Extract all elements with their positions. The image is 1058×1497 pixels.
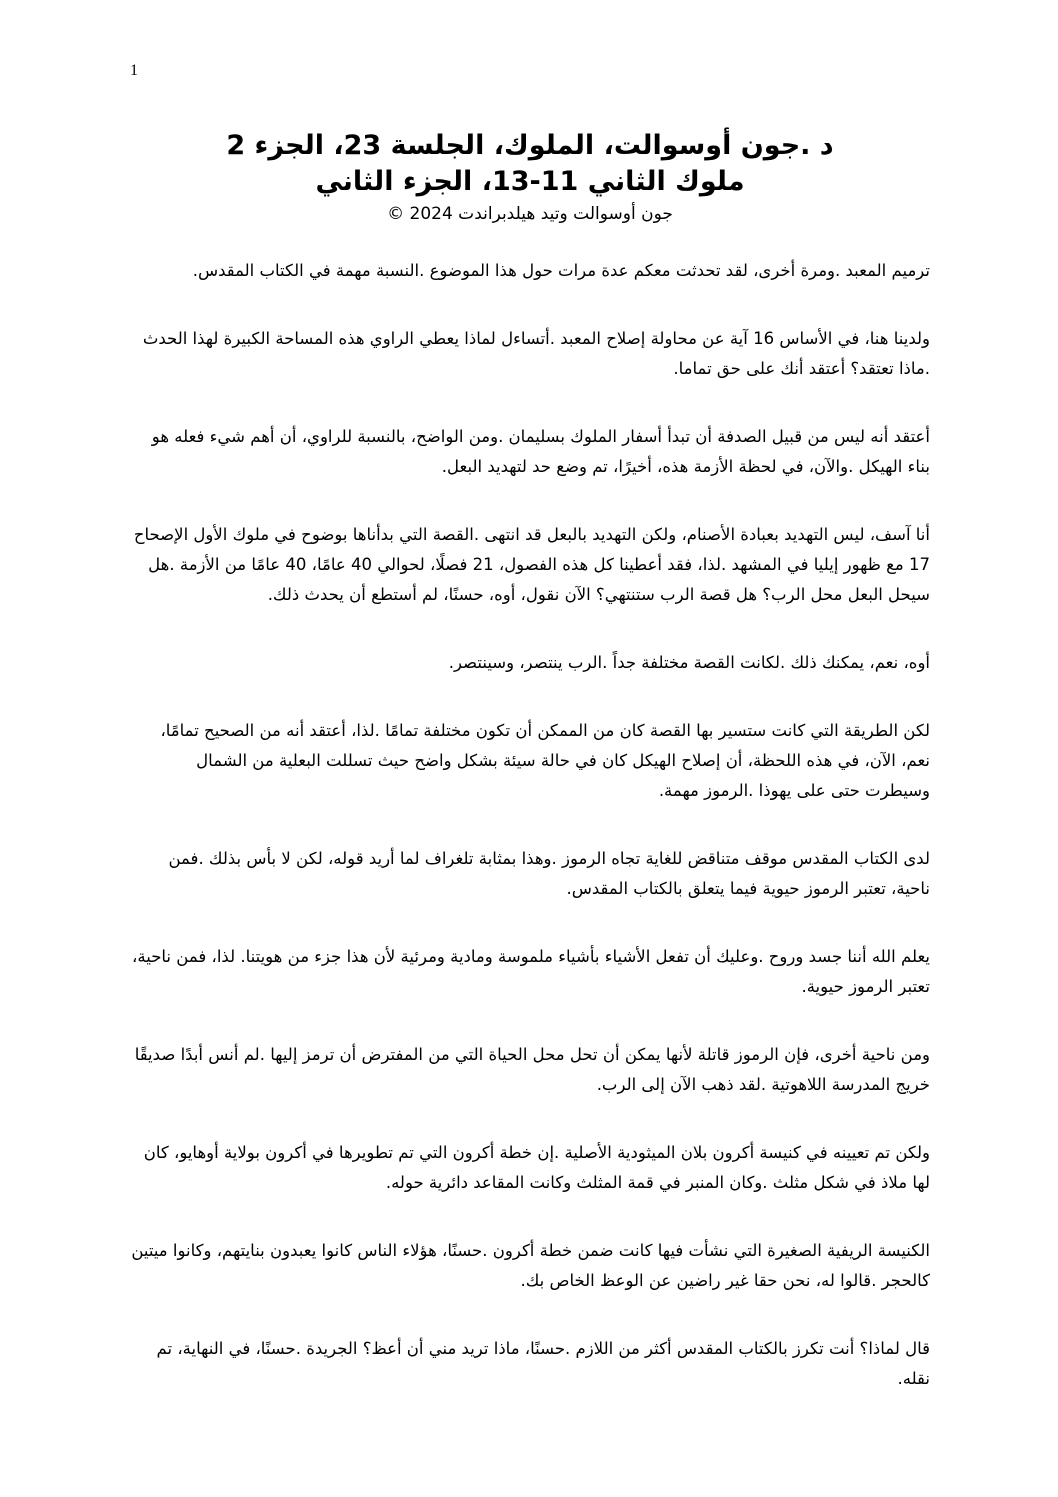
document-header [130,128,930,226]
document-title: د .جون أوسوالت، الملوك، الجلسة 23، الجزء 2 [226,130,834,161]
paragraph-12: قال لماذا؟ أنت تكرز بالكتاب المقدس أكثر من اللازم .حسنًا، ماذا تريد مني أن أعظ؟ الجريدة .حسنًا، في النهاية، تم نقله. [156,1339,930,1388]
paragraph-2: ولدينا هنا، في الأساس 16 آية عن محاولة إصلاح المعبد .أتساءل لماذا يعطي الراوي هذه المساحة الكبيرة لهذا الحدث .ماذا تعتقد؟ أعتقد أنك على حق تماما. [142,329,930,378]
paragraph-1: ترميم المعبد .ومرة أخرى، لقد تحدثت معكم عدة مرات حول هذا الموضوع .النسبة مهمة في الكتاب المقدس. [192,261,930,280]
paragraph-7: لدى الكتاب المقدس موقف متناقض للغاية تجاه الرموز .وهذا بمثابة تلغراف لما أريد قوله، لكن لا بأس بذلك .فمن ناحية، تعتبر الرموز حيوية فيما يتعلق بالكتاب المقدس. [168,849,930,898]
document-subtitle: ملوك الثاني 11-13، الجزء الثاني [315,166,745,197]
paragraph-10: ولكن تم تعيينه في كنيسة أكرون بلان الميثودية الأصلية .إن خطة أكرون التي تم تطويرها في أكرون بولاية أوهايو، كان لها ملاذ في شكل مثلث .وكان المنبر في قمة المثلث وكانت المقاعد دائرية حوله. [143,1143,930,1192]
paragraph-5: أوه، نعم، يمكنك ذلك .لكانت القصة مختلفة جداً .الرب ينتصر، وسينتصر. [448,653,930,672]
copyright-notice: جون أوسوالت وتيد هيلدبراندت 2024 © [387,204,673,224]
page-number: 1 [130,62,138,79]
paragraph-4: أنا آسف، ليس التهديد بعبادة الأصنام، ولكن التهديد بالبعل قد انتهى .القصة التي بدأناها بوضوح في ملوك الأول الإصحاح 17 مع ظهور إيليا في المشهد .لذا، فقد أعطينا كل هذه الفصول، 21 فصلًا، لحوالي 40 عامًا، 40 عامًا من الأزمة .هل سيحل البعل محل الرب؟ هل قصة الرب ستنتهي؟ الآن نقول، أوه، حسنًا، لم أستطع أن يحدث ذلك. [133,525,930,604]
document-body [130,256,930,1432]
paragraph-11: الكنيسة الريفية الصغيرة التي نشأت فيها كانت ضمن خطة أكرون .حسنًا، هؤلاء الناس كانوا يعبدون بنايتهم، وكانوا ميتين كالحجر .قالوا له، نحن حقا غير راضين عن الوعظ الخاص بك. [131,1241,930,1290]
paragraph-9: ومن ناحية أخرى، فإن الرموز قاتلة لأنها يمكن أن تحل محل الحياة التي من المفترض أن ترمز إليها .لم أنس أبدًا صديقًا خريج المدرسة اللاهوتية .لقد ذهب الآن إلى الرب. [134,1045,930,1094]
paragraph-3: أعتقد أنه ليس من قبيل الصدفة أن تبدأ أسفار الملوك بسليمان .ومن الواضح، بالنسبة للراوي، أن أهم شيء فعله هو بناء الهيكل .والآن، في لحظة الأزمة هذه، أخيرًا، تم وضع حد لتهديد البعل. [151,427,930,476]
paragraph-6: لكن الطريقة التي كانت ستسير بها القصة كان من الممكن أن تكون مختلفة تمامًا .لذا، أعتقد أنه من الصحيح تمامًا، نعم، الآن، في هذه اللحظة، أن إصلاح الهيكل كان في حالة سيئة بشكل واضح حيث تسللت البعلية من الشمال وسيطرت حتى على يهوذا .الرموز مهمة. [160,721,930,800]
paragraph-8: يعلم الله أننا جسد وروح .وعليك أن تفعل الأشياء بأشياء ملموسة ومادية ومرئية لأن هذا جزء من هويتنا. لذا، فمن ناحية، تعتبر الرموز حيوية. [132,947,930,996]
